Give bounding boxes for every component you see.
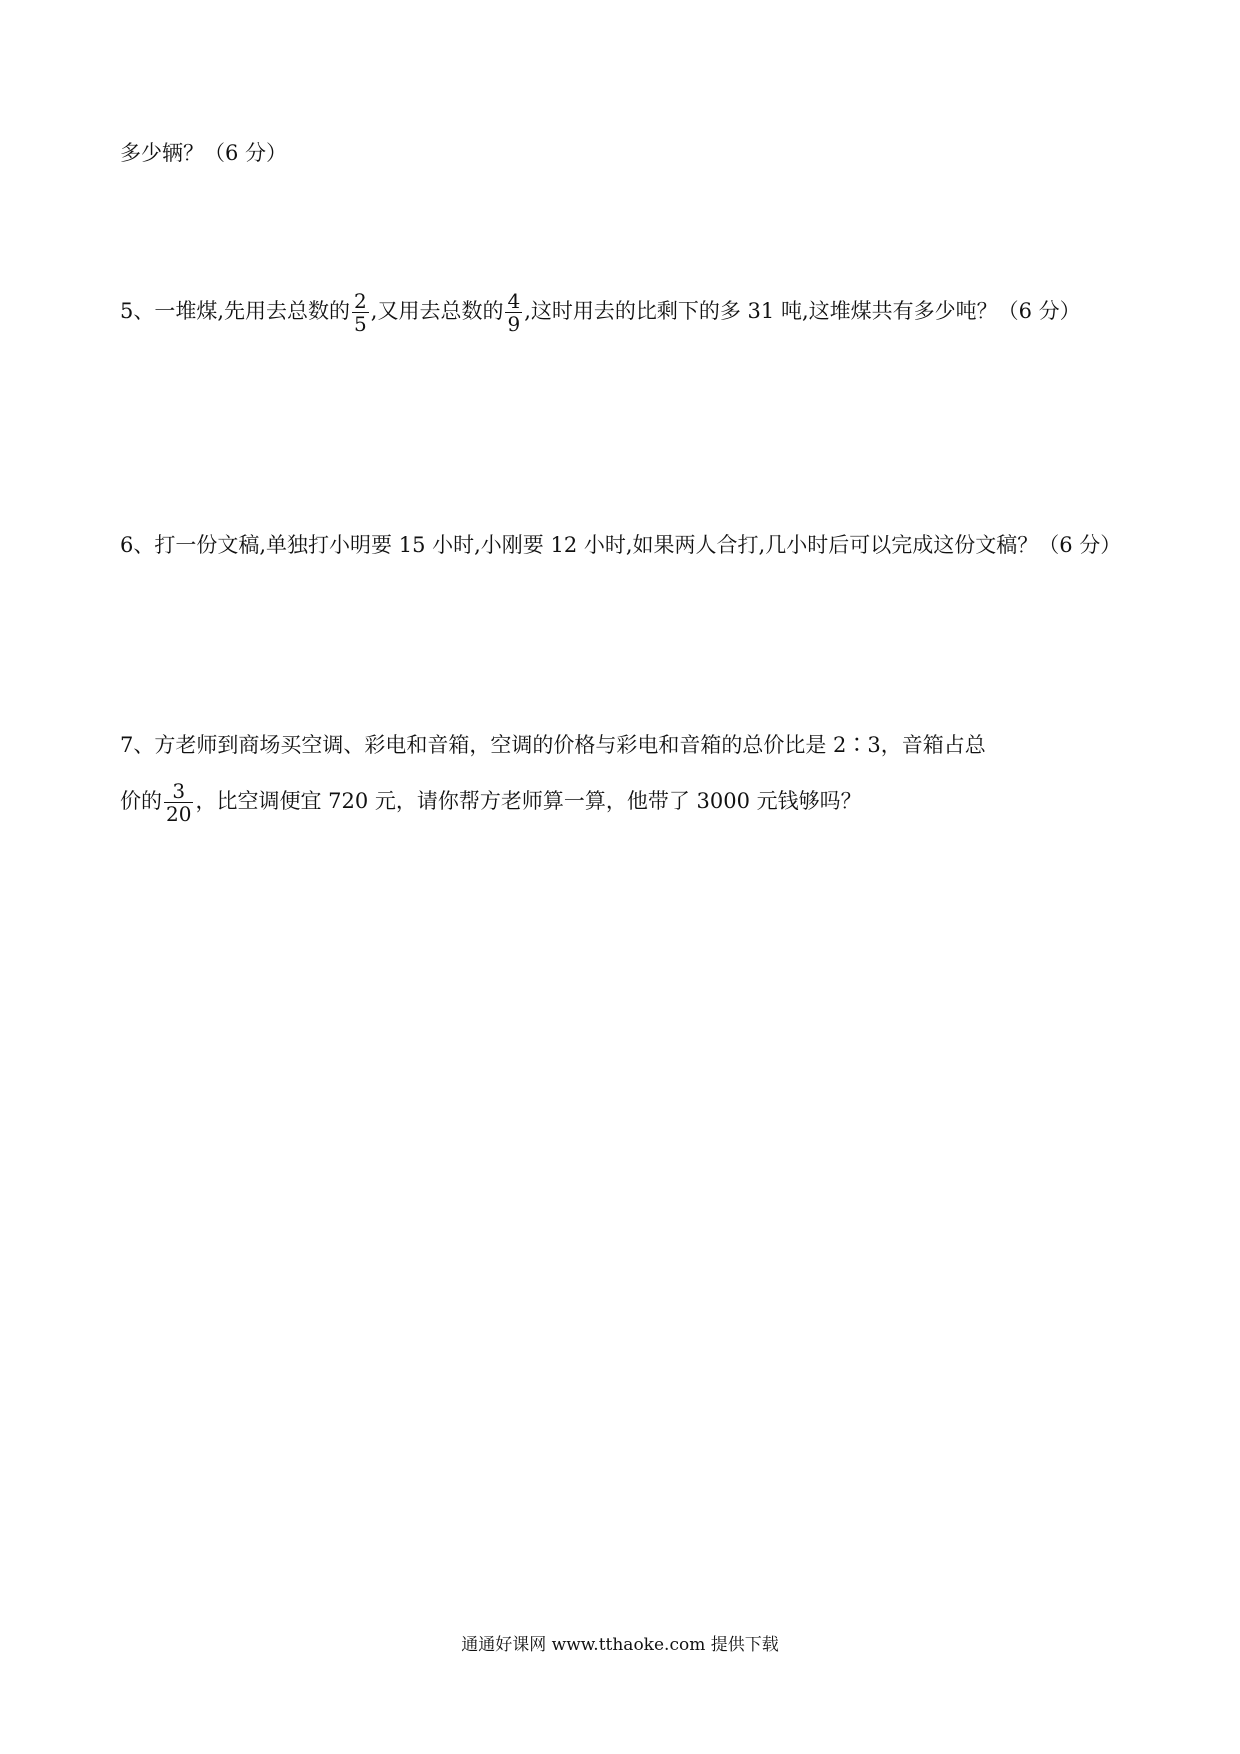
continuation-text: 多少辆？（6 分）	[120, 141, 288, 165]
question-5	[120, 290, 1081, 335]
q6-text: 6、打一份文稿,单独打小明要 15 小时,小刚要 12 小时,如果两人合打,几小时后可以完成这份文稿？（6 分）	[120, 533, 1122, 557]
q7-text-part1: 价的	[120, 789, 162, 813]
q7-text-line1: 7、方老师到商场买空调、彩电和音箱，空调的价格与彩电和音箱的总价比是 2∶3，音箱占总	[120, 733, 986, 757]
q7-text-part2: ，比空调便宜 720 元，请你帮方老师算一算，他带了 3000 元钱够吗？	[195, 789, 862, 813]
question-6	[120, 530, 1121, 560]
q7-fraction: $\frac{3}{20}$	[166, 779, 192, 826]
question-4-continuation	[120, 138, 287, 168]
q5-text-part2: ,又用去总数的	[370, 299, 504, 323]
page-footer	[0, 1633, 1240, 1657]
question-7-line-2	[120, 780, 862, 825]
footer-text: 通通好课网 www.tthaoke.com 提供下载	[461, 1635, 779, 1655]
question-7-line-1	[120, 730, 986, 760]
q5-fraction-2: $\frac{4}{9}$	[507, 289, 521, 336]
q5-fraction-1: $\frac{2}{5}$	[354, 289, 367, 336]
q5-text-part1: 5、一堆煤,先用去总数的	[120, 299, 351, 323]
q5-text-part3: ,这时用去的比剩下的多 31 吨,这堆煤共有多少吨？（6 分）	[524, 299, 1081, 323]
